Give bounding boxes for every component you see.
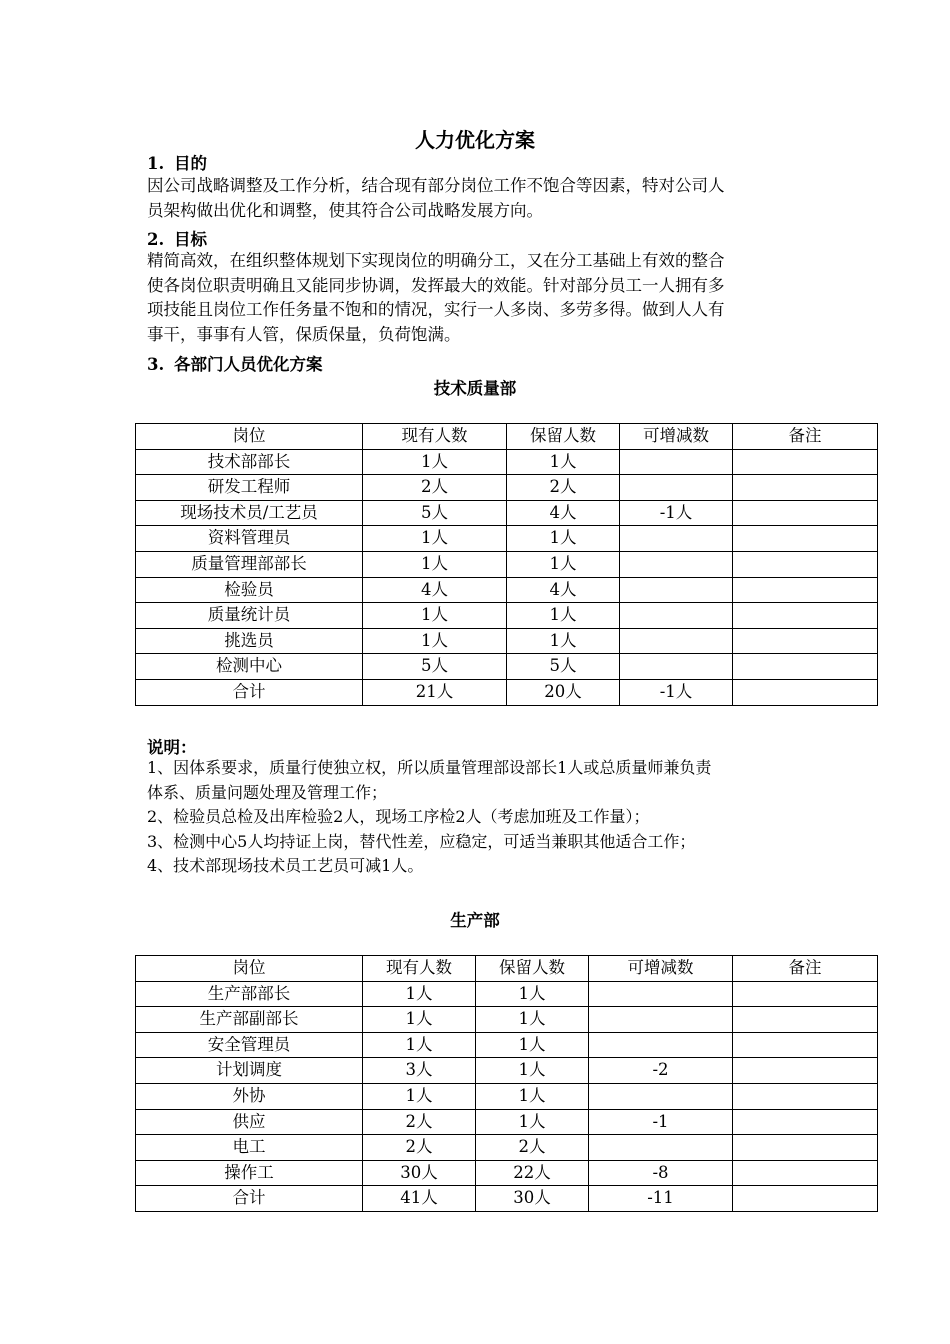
table-cell (589, 1007, 733, 1033)
table-cell: 1人 (507, 526, 620, 552)
table-cell: 1人 (363, 981, 476, 1007)
table-cell: 30人 (476, 1186, 589, 1212)
table-cell (589, 1083, 733, 1109)
table-cell: 挑选员 (136, 628, 363, 654)
table-cell (620, 449, 733, 475)
table-cell: 1人 (476, 1083, 589, 1109)
section-heading-purpose (147, 150, 207, 174)
table-cell: 1人 (507, 603, 620, 629)
paragraph-line: 使各岗位职责明确且又能同步协调，发挥最大的效能。针对部分员工一人拥有多 (147, 275, 725, 295)
table-cell: 技术部部长 (136, 449, 363, 475)
table-header-row (136, 424, 878, 450)
section-heading-text: 各部门人员优化方案 (174, 355, 323, 374)
table-cell: -11 (589, 1186, 733, 1212)
table-row (136, 500, 878, 526)
table-cell: 1人 (363, 1083, 476, 1109)
table-row (136, 1083, 878, 1109)
table-row (136, 628, 878, 654)
table-cell (733, 526, 878, 552)
tech-dept-title: 技术质量部 (433, 379, 517, 398)
table-cell (589, 1135, 733, 1161)
table-cell: 5人 (363, 500, 507, 526)
table-cell (733, 500, 878, 526)
note-line: 3、检测中心5人均持证上岗，替代性差，应稳定，可适当兼职其他适合工作； (147, 831, 696, 851)
paragraph-line: 事干，事事有人管，保质保量，负荷饱满。 (147, 324, 461, 344)
table-cell (620, 654, 733, 680)
table-cell: 研发工程师 (136, 475, 363, 501)
table-row (136, 1058, 878, 1084)
table-cell: 2人 (476, 1135, 589, 1161)
section-heading-goal (147, 226, 207, 250)
table-cell: 外协 (136, 1083, 363, 1109)
table-cell: 21人 (363, 679, 507, 705)
table-cell: 1人 (363, 526, 507, 552)
table-cell (733, 475, 878, 501)
table-cell: 3人 (363, 1058, 476, 1084)
table-cell: -1 (589, 1109, 733, 1135)
table-cell: 检验员 (136, 577, 363, 603)
note-line: 体系、质量问题处理及管理工作； (147, 782, 388, 802)
table-cell: 41人 (363, 1186, 476, 1212)
table-cell (733, 577, 878, 603)
table-row (136, 679, 878, 705)
table-cell (733, 603, 878, 629)
table-row (136, 577, 878, 603)
paragraph-line: 精简高效，在组织整体规划下实现岗位的明确分工，又在分工基础上有效的整合 (147, 251, 725, 270)
column-header: 岗位 (136, 956, 363, 982)
table-cell: 4人 (363, 577, 507, 603)
table-cell: 供应 (136, 1109, 363, 1135)
table-cell: 1人 (363, 449, 507, 475)
table-cell: 1人 (507, 449, 620, 475)
column-header: 现有人数 (363, 424, 507, 450)
table-cell: 2人 (363, 1135, 476, 1161)
table-cell (733, 1083, 878, 1109)
table-row (136, 1032, 878, 1058)
table-row (136, 654, 878, 680)
tech-notes (147, 756, 711, 879)
section-heading-text: 目标 (174, 230, 207, 249)
table-cell: -1人 (620, 500, 733, 526)
column-header: 现有人数 (363, 956, 476, 982)
table-cell (620, 628, 733, 654)
column-header: 保留人数 (507, 424, 620, 450)
table-cell (733, 551, 878, 577)
table-cell (733, 1007, 878, 1033)
table-cell: 合计 (136, 1186, 363, 1212)
table-cell (620, 551, 733, 577)
table-row (136, 1007, 878, 1033)
table-cell: 1人 (507, 551, 620, 577)
table-cell: 1人 (476, 1032, 589, 1058)
table-row (136, 475, 878, 501)
column-header: 保留人数 (476, 956, 589, 982)
table-cell (620, 603, 733, 629)
paragraph-line: 因公司战略调整及工作分析，结合现有部分岗位工作不饱合等因素，特对公司人 (147, 176, 725, 195)
table-cell: 30人 (363, 1160, 476, 1186)
prod-dept-table (135, 955, 878, 1212)
table-cell: 1人 (476, 1007, 589, 1033)
table-cell: 计划调度 (136, 1058, 363, 1084)
paragraph-line: 员架构做出优化和调整，使其符合公司战略发展方向。 (147, 200, 543, 220)
table-cell: 电工 (136, 1135, 363, 1161)
table-cell: 质量管理部部长 (136, 551, 363, 577)
table-row (136, 449, 878, 475)
tech-notes-title: 说明： (147, 738, 197, 757)
column-header: 可增减数 (589, 956, 733, 982)
section-paragraph-goal (147, 249, 817, 347)
table-row (136, 1109, 878, 1135)
table-cell: 2人 (507, 475, 620, 501)
column-header: 备注 (733, 424, 878, 450)
paragraph-line: 项技能且岗位工作任务量不饱和的情况，实行一人多岗、多劳多得。做到人人有 (147, 300, 725, 319)
table-cell: 资料管理员 (136, 526, 363, 552)
table-cell (733, 1160, 878, 1186)
table-cell: 4人 (507, 500, 620, 526)
table-cell: 20人 (507, 679, 620, 705)
table-row (136, 1135, 878, 1161)
table-cell (620, 577, 733, 603)
column-header: 备注 (733, 956, 878, 982)
table-cell (733, 654, 878, 680)
table-cell: 1人 (476, 1058, 589, 1084)
table-cell: 合计 (136, 679, 363, 705)
note-line: 2、检验员总检及出库检验2人，现场工序检2人（考虑加班及工作量）； (147, 807, 650, 826)
table-cell (733, 449, 878, 475)
table-cell (733, 1109, 878, 1135)
section-paragraph-purpose (147, 174, 817, 223)
table-header-row (136, 956, 878, 982)
table-cell: 1人 (476, 981, 589, 1007)
table-cell: 4人 (507, 577, 620, 603)
table-cell: 1人 (507, 628, 620, 654)
table-row (136, 603, 878, 629)
table-cell: 1人 (363, 628, 507, 654)
table-cell (733, 1186, 878, 1212)
section-heading-text: 目的 (174, 154, 207, 173)
table-cell: 生产部部长 (136, 981, 363, 1007)
section-number: 1. (147, 154, 165, 173)
document-title: 人力优化方案 (415, 128, 535, 152)
table-cell: 5人 (363, 654, 507, 680)
table-cell: 质量统计员 (136, 603, 363, 629)
table-row (136, 981, 878, 1007)
table-cell: 1人 (363, 603, 507, 629)
column-header: 可增减数 (620, 424, 733, 450)
table-cell (733, 1135, 878, 1161)
table-cell: 操作工 (136, 1160, 363, 1186)
section-heading-plan (147, 351, 323, 375)
table-cell: 1人 (363, 551, 507, 577)
table-row (136, 1186, 878, 1212)
table-cell: 生产部副部长 (136, 1007, 363, 1033)
table-cell (733, 1058, 878, 1084)
table-cell: 5人 (507, 654, 620, 680)
table-cell (620, 475, 733, 501)
section-number: 3. (147, 355, 165, 374)
table-row (136, 526, 878, 552)
table-cell: 检测中心 (136, 654, 363, 680)
tech-dept-table (135, 423, 878, 706)
table-cell: 1人 (363, 1032, 476, 1058)
table-cell: -8 (589, 1160, 733, 1186)
table-cell: 22人 (476, 1160, 589, 1186)
table-cell (589, 981, 733, 1007)
table-cell: 1人 (476, 1109, 589, 1135)
table-cell: 1人 (363, 1007, 476, 1033)
table-cell: 现场技术员/工艺员 (136, 500, 363, 526)
table-cell: 安全管理员 (136, 1032, 363, 1058)
table-cell: -2 (589, 1058, 733, 1084)
table-cell (620, 526, 733, 552)
note-line: 1、因体系要求，质量行使独立权，所以质量管理部设部长1人或总质量师兼负责 (147, 758, 712, 777)
table-cell (589, 1032, 733, 1058)
section-number: 2. (147, 230, 165, 249)
prod-dept-title: 生产部 (450, 911, 500, 930)
table-row (136, 1160, 878, 1186)
table-cell: -1人 (620, 679, 733, 705)
table-row (136, 551, 878, 577)
table-cell (733, 981, 878, 1007)
table-cell: 2人 (363, 1109, 476, 1135)
table-cell (733, 628, 878, 654)
table-cell: 2人 (363, 475, 507, 501)
table-cell (733, 1032, 878, 1058)
column-header: 岗位 (136, 424, 363, 450)
note-line: 4、技术部现场技术员工艺员可减1人。 (147, 856, 424, 875)
table-cell (733, 679, 878, 705)
